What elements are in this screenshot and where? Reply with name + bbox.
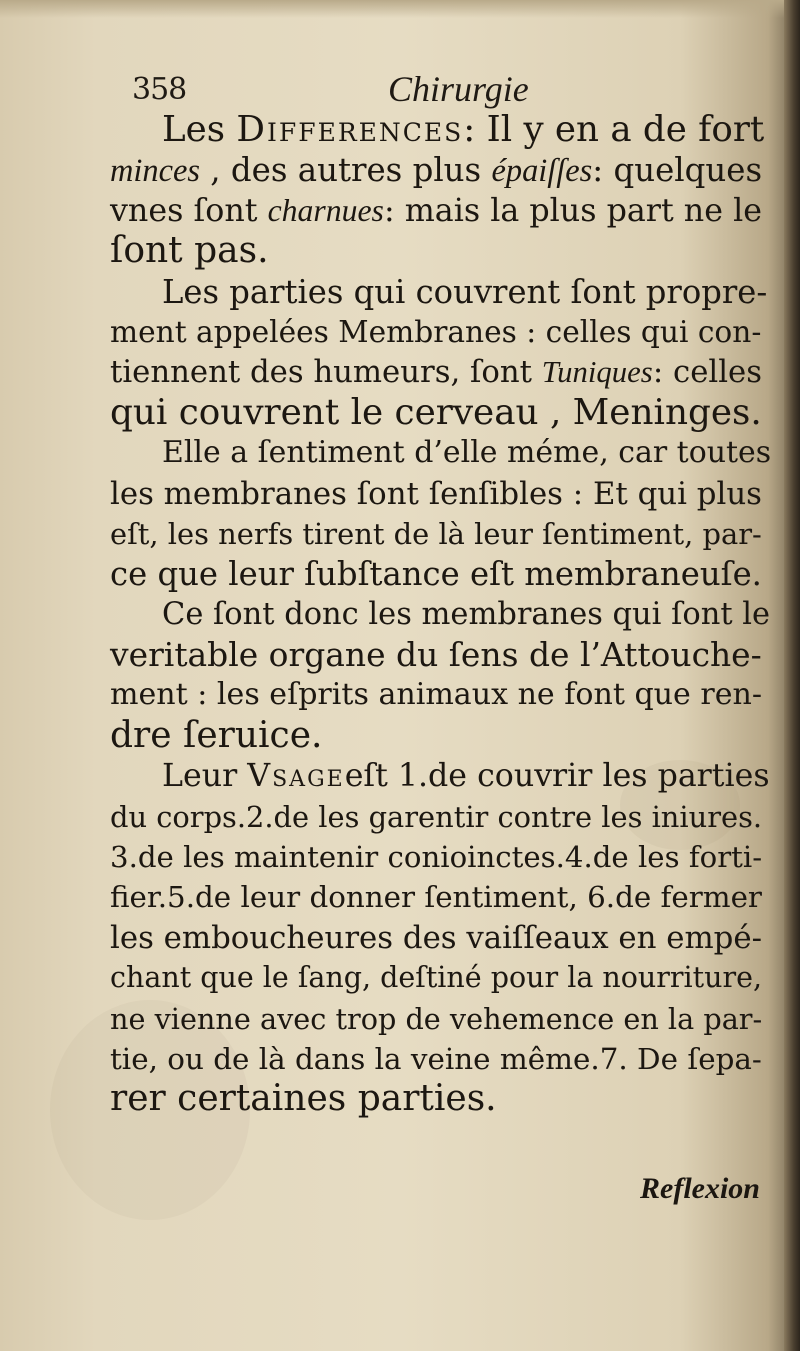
text-line	[110, 756, 770, 796]
text-line	[110, 635, 762, 675]
text-line	[110, 474, 762, 514]
text-line	[110, 1039, 762, 1079]
text-line	[110, 109, 765, 150]
text-line	[110, 675, 762, 715]
text-segment: les membranes ſont ſenſibles : Et qui plus	[110, 475, 762, 512]
text-segment: eſt, les nerfs tirent de là leur ſentiment, par-	[110, 516, 762, 551]
text-segment: ſont pas.	[110, 230, 269, 272]
page-top-shadow	[0, 0, 800, 18]
text-segment: tiennent des humeurs, ſont Tuniques	[110, 354, 653, 391]
text-line	[110, 1079, 762, 1119]
text-segment: Ce ſont donc les membranes qui ſont le	[162, 596, 771, 632]
text-segment: : Il y en a de fort	[463, 109, 765, 150]
text-segment: les emboucheures des vaiſſeaux en empé-	[110, 919, 763, 956]
text-segment: 3.de les maintenir conioinctes.4.de les forti-	[110, 840, 763, 875]
text-line	[110, 433, 772, 473]
text-segment: Les parties qui couvrent ſont propre-	[162, 272, 768, 311]
running-title: Chirurgie	[388, 69, 529, 109]
text-line	[110, 837, 762, 877]
catchword: Reflexion	[640, 1172, 760, 1205]
text-line	[110, 918, 762, 958]
text-segment: : mais la plus part ne le	[383, 192, 762, 229]
page-number: 358	[132, 72, 187, 107]
text-segment: Leur Vsage	[162, 758, 345, 795]
text-segment: Les Differences	[162, 109, 464, 150]
text-line	[110, 352, 762, 392]
text-line	[110, 999, 762, 1039]
text-segment: fier.5.de leur donner ſentiment, 6.de fermer	[110, 880, 762, 915]
text-line	[110, 312, 762, 352]
page-binding-edge	[784, 0, 800, 1351]
text-segment: tie, ou de là dans la veine même.7. De ſepa-	[110, 1041, 762, 1076]
text-segment: qui couvrent le cerveau , Meninges.	[110, 391, 762, 433]
text-line	[110, 514, 762, 554]
text-segment: ne vienne avec trop de vehemence en la par-	[110, 1001, 763, 1036]
text-line	[110, 877, 762, 917]
text-segment: Elle a ſentiment d’elle méme, car toutes	[162, 435, 772, 471]
text-line	[110, 150, 762, 190]
text-segment: ment appelées Membranes : celles qui con-	[110, 313, 762, 349]
text-segment: eſt 1.de couvrir les parties	[344, 758, 770, 795]
text-segment: ment : les eſprits animaux ne font que ren-	[110, 677, 763, 713]
text-line	[110, 554, 762, 594]
text-segment: du corps.2.de les garentir contre les iniures.	[110, 799, 763, 834]
page-header	[0, 62, 780, 112]
text-segment: vnes ſont charnues	[110, 192, 384, 229]
text-segment: chant que le ſang, deſtiné pour la nourriture,	[110, 961, 763, 995]
text-line	[110, 191, 762, 231]
text-line	[110, 272, 768, 312]
text-line	[110, 231, 762, 271]
text-line	[110, 797, 762, 837]
text-line	[110, 393, 762, 433]
text-segment: ce que leur ſubſtance eſt membraneuſe.	[110, 555, 762, 594]
text-segment: : celles	[652, 354, 762, 391]
text-segment: minces , des autres plus épaiſſes	[110, 151, 593, 190]
text-line	[110, 958, 762, 998]
text-segment: : quelques	[592, 151, 763, 190]
text-segment: veritable organe du ſens de l’Attouche-	[110, 635, 762, 675]
text-line	[110, 716, 762, 756]
text-line	[110, 595, 771, 635]
text-segment: rer certaines parties.	[110, 1078, 497, 1120]
body-text	[110, 109, 772, 1120]
text-segment: dre ſeruice.	[110, 714, 323, 756]
